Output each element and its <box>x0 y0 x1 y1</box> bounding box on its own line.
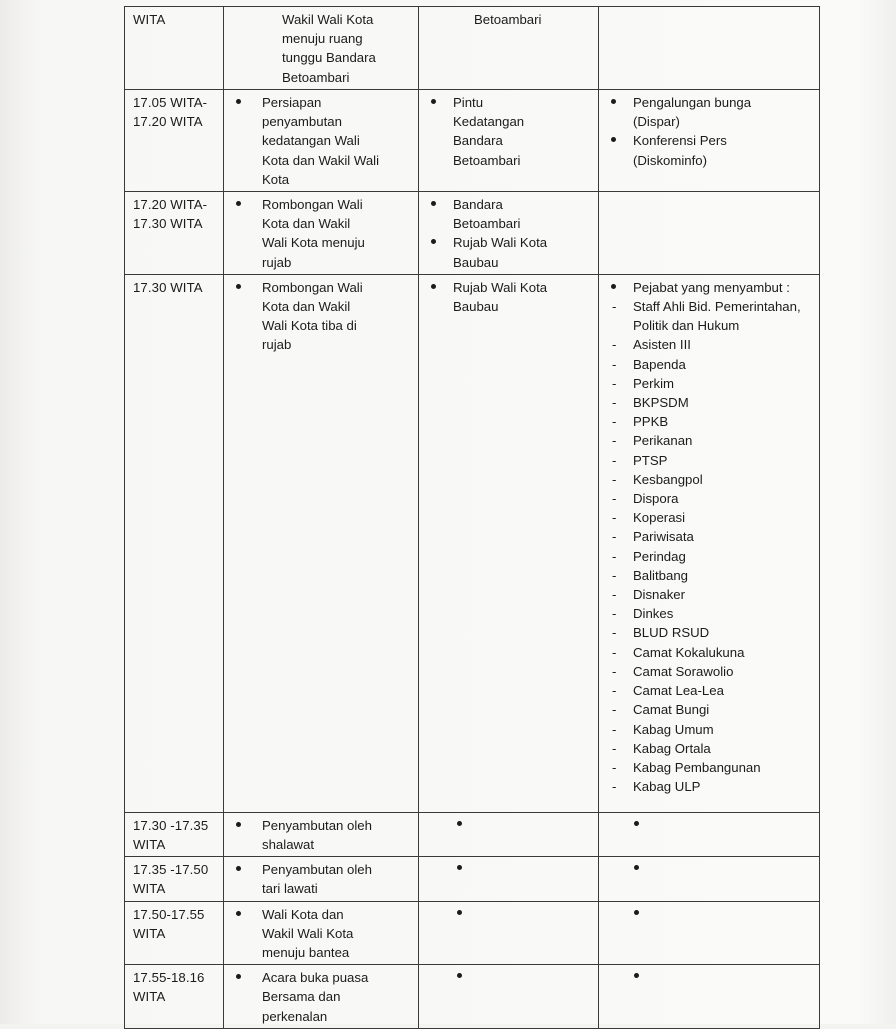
list-item: Rombongan Wali Kota dan Wakil Wali Kota tiba di rujab <box>232 278 412 355</box>
table-row <box>125 857 820 901</box>
list-item: - Pariwisata <box>607 527 813 546</box>
activity-list <box>232 10 412 87</box>
time-text: 17.20 WITA- 17.30 WITA <box>133 197 208 232</box>
list-item: - BKPSDM <box>607 393 813 412</box>
time-text: 17.30 WITA <box>133 279 203 295</box>
empty-bullet <box>634 973 639 978</box>
list-item: - Koperasi <box>607 508 813 527</box>
list-item: Wakil Wali Kota <box>282 12 374 27</box>
list-item: Rujab Wali Kota Baubau <box>427 278 592 316</box>
agenda-table <box>124 6 820 1029</box>
time-text: 17.50-17.55 WITA <box>133 906 205 941</box>
activity-list <box>232 93 412 189</box>
list-item: - Bapenda <box>607 355 813 374</box>
location-cell <box>419 901 599 965</box>
activity-cell <box>224 901 419 965</box>
activity-list <box>232 860 412 898</box>
notes-cell <box>599 901 820 965</box>
list-item: - Kesbangpol <box>607 470 813 489</box>
activity-cell <box>224 7 419 90</box>
location-cell <box>419 965 599 1029</box>
list-item: - Dinkes <box>607 604 813 623</box>
list-item: - Kabag Umum <box>607 720 813 739</box>
time-cell <box>125 857 224 901</box>
notes-list <box>607 93 813 170</box>
location-cell <box>419 7 599 90</box>
list-item: Konferensi Pers (Diskominfo) <box>607 131 813 169</box>
list-item: - Balitbang <box>607 566 813 585</box>
location-cell <box>419 274 599 812</box>
table-row <box>125 901 820 965</box>
list-item: Pengalungan bunga (Dispar) <box>607 93 813 131</box>
time-text: 17.05 WITA- 17.20 WITA <box>133 95 208 130</box>
activity-list <box>232 195 412 272</box>
list-item: Persiapan penyambutan kedatangan Wali Kota dan Wakil Wali Kota <box>232 93 412 189</box>
location-cell <box>419 857 599 901</box>
activity-list <box>232 816 412 854</box>
time-text: 17.30 -17.35 WITA <box>133 817 209 853</box>
list-item: - Kabag Pembangunan <box>607 758 813 777</box>
empty-bullet <box>634 865 639 870</box>
location-cell <box>419 90 599 192</box>
time-cell <box>125 90 224 192</box>
table-row <box>125 965 820 1029</box>
list-item: - Camat Lea-Lea <box>607 681 813 700</box>
list-item: menuju ruang <box>282 31 363 47</box>
empty-bullet <box>634 910 639 915</box>
list-item: - Asisten III <box>607 335 813 354</box>
list-item: - Dispora <box>607 489 813 508</box>
list-item: - BLUD RSUD <box>607 623 813 642</box>
list-item: - Camat Bungi <box>607 700 813 719</box>
location-cell <box>419 192 599 275</box>
list-item: - Perkim <box>607 374 813 393</box>
location-cell <box>419 812 599 856</box>
activity-list <box>232 278 412 355</box>
notes-cell <box>599 857 820 901</box>
list-item: Rujab Wali Kota Baubau <box>427 233 592 271</box>
activity-cell <box>224 274 419 812</box>
list-item: Bandara Betoambari <box>427 195 592 233</box>
list-item: - Kabag ULP <box>607 777 813 796</box>
time-cell <box>125 192 224 275</box>
notes-list <box>607 278 813 297</box>
list-item: - Disnaker <box>607 585 813 604</box>
table-row <box>125 274 820 812</box>
notes-cell <box>599 274 820 812</box>
activity-cell <box>224 812 419 856</box>
list-item: Pintu Kedatangan Bandara Betoambari <box>427 93 592 170</box>
time-text: 17.55-18.16 WITA <box>133 970 205 1005</box>
table-row <box>125 90 820 192</box>
activity-cell <box>224 90 419 192</box>
time-cell <box>125 812 224 856</box>
location-list <box>427 93 592 170</box>
empty-bullet <box>457 973 462 978</box>
list-item: - Camat Kokalukuna <box>607 643 813 662</box>
empty-bullet <box>457 821 462 826</box>
activity-cell <box>224 857 419 901</box>
location-list <box>427 195 592 272</box>
list-item: Betoambari <box>282 69 350 85</box>
empty-bullet <box>634 821 639 826</box>
notes-cell <box>599 7 820 90</box>
list-item: Rombongan Wali Kota dan Wakil Wali Kota menuju rujab <box>232 195 412 272</box>
list-item: - PPKB <box>607 412 813 431</box>
notes-cell <box>599 90 820 192</box>
list-item: - Staff Ahli Bid. Pemerintahan, Politik dan Hukum <box>607 297 813 335</box>
table-row <box>125 192 820 275</box>
list-item: - Perikanan <box>607 431 813 450</box>
list-item: - Camat Sorawolio <box>607 662 813 681</box>
time-text: WITA <box>133 12 166 27</box>
notes-cell <box>599 812 820 856</box>
list-item: - Perindag <box>607 547 813 566</box>
officials-header: Pejabat yang menyambut : <box>607 278 813 297</box>
time-cell <box>125 901 224 965</box>
activity-cell <box>224 192 419 275</box>
time-text: 17.35 -17.50 WITA <box>133 862 209 897</box>
location-list <box>427 278 592 316</box>
list-item: Acara buka puasa Bersama dan perkenalan <box>232 968 412 1026</box>
list-item: tunggu Bandara <box>282 50 376 66</box>
location-list <box>427 10 592 29</box>
list-item: Wali Kota dan Wakil Wali Kota menuju bantea <box>232 905 412 963</box>
notes-cell <box>599 192 820 275</box>
list-item: - PTSP <box>607 451 813 470</box>
list-item: - Kabag Ortala <box>607 739 813 758</box>
empty-bullet <box>457 910 462 915</box>
table-row <box>125 7 820 90</box>
notes-cell <box>599 965 820 1029</box>
time-cell <box>125 7 224 90</box>
list-item: Penyambutan oleh tari lawati <box>232 860 412 898</box>
list-item: Betoambari <box>474 12 542 27</box>
activity-cell <box>224 965 419 1029</box>
time-cell <box>125 965 224 1029</box>
time-cell <box>125 274 224 812</box>
activity-list <box>232 905 412 963</box>
officials-list <box>607 297 813 796</box>
activity-list <box>232 968 412 1026</box>
table-row <box>125 812 820 856</box>
list-item: Penyambutan oleh shalawat <box>232 816 412 854</box>
empty-bullet <box>457 865 462 870</box>
